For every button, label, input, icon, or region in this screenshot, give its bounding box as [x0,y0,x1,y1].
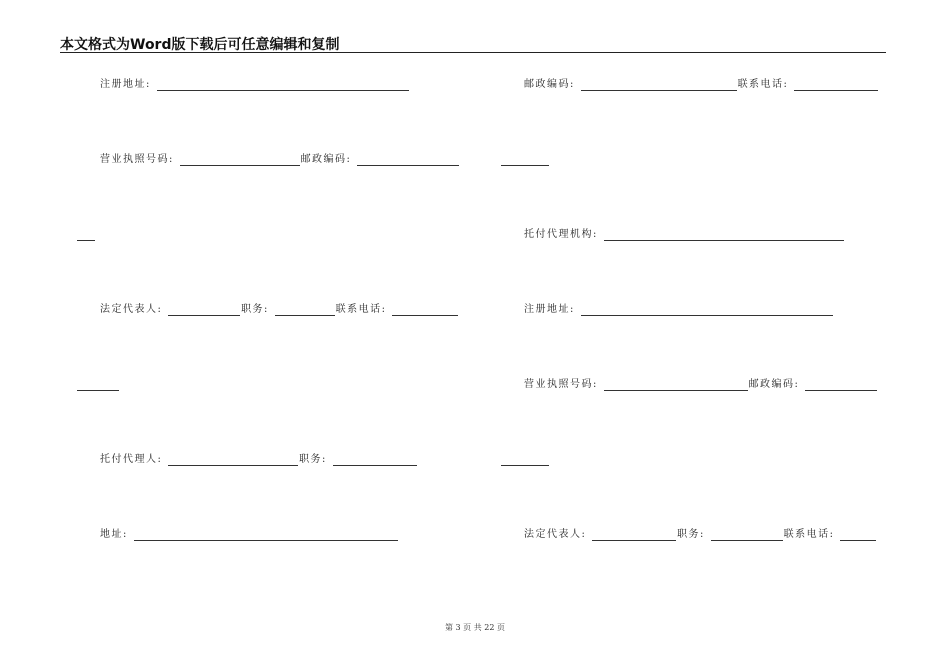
r-license-label: 营业执照号码: [524,379,598,390]
short-blank-line [76,229,96,241]
r-registered-address-label: 注册地址: [524,304,575,315]
address-line [100,529,399,541]
legal-rep-blank[interactable] [168,307,240,316]
agency-blank[interactable] [604,232,844,241]
agent-label: 托付代理人: [100,454,163,465]
r-license-blank[interactable] [604,382,748,391]
address-label: 地址: [100,529,128,540]
page-footer [0,622,950,633]
r-license-line [524,379,878,391]
postal-code-continuation [500,154,550,166]
page-current: 3 [455,623,461,632]
r-position-blank[interactable] [711,532,783,541]
r-registered-address-blank[interactable] [581,307,833,316]
postal-code-blank-continued[interactable] [501,157,549,166]
phone-label: 联系电话: [335,304,387,315]
phone-blank-continued[interactable] [77,382,119,391]
r-postal-label: 邮政编码: [524,79,575,90]
agent-position-blank-continued[interactable] [501,457,549,466]
license-number-blank[interactable] [180,157,300,166]
agent-position-continuation [500,454,550,466]
page-mid: 页 共 [463,623,482,632]
r-legal-rep-label: 法定代表人: [524,529,587,540]
license-number-line [100,154,460,166]
agent-position-label: 职务: [299,454,327,465]
page-prefix: 第 [444,623,453,632]
agency-line [524,229,845,241]
position-blank[interactable] [275,307,335,316]
legal-rep-label: 法定代表人: [100,304,163,315]
r-position-label: 职务: [677,529,705,540]
address-blank[interactable] [134,532,398,541]
r-postal-line [524,79,879,91]
phone-continuation [76,379,120,391]
short-blank[interactable] [77,232,95,241]
r-license-postal-blank[interactable] [805,382,877,391]
postal-code-blank[interactable] [357,157,459,166]
page-total: 22 [484,623,495,632]
agent-blank[interactable] [168,457,298,466]
r-license-postal-label: 邮政编码: [748,379,800,390]
header-title: 本文格式为Word版下载后可任意编辑和复制 [60,37,340,53]
agent-position-blank[interactable] [333,457,417,466]
page-suffix: 页 [497,623,505,632]
license-number-label: 营业执照号码: [100,154,174,165]
position-label: 职务: [241,304,269,315]
registered-address-line [100,79,410,91]
r-legal-rep-blank[interactable] [592,532,676,541]
r-phone-label: 联系电话: [737,79,789,90]
registered-address-label: 注册地址: [100,79,151,90]
r-registered-address-line [524,304,834,316]
r-legal-rep-line [524,529,877,541]
agency-label: 托付代理机构: [524,229,598,240]
registered-address-blank[interactable] [157,82,409,91]
agent-line [100,454,418,466]
r-phone2-label: 联系电话: [783,529,835,540]
r-phone-blank[interactable] [794,82,878,91]
page-header [60,34,886,53]
phone-blank[interactable] [392,307,458,316]
legal-rep-line [100,304,459,316]
r-phone2-blank[interactable] [840,532,876,541]
postal-code-label: 邮政编码: [300,154,352,165]
r-postal-blank[interactable] [581,82,737,91]
